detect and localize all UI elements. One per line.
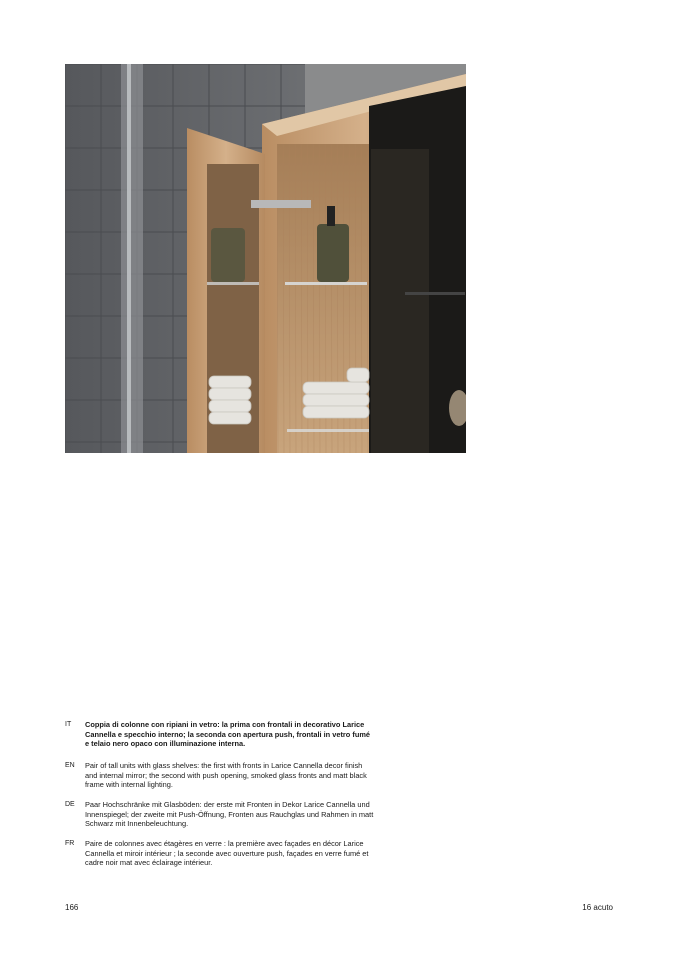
product-photo bbox=[65, 64, 466, 453]
description-it bbox=[65, 720, 375, 749]
language-code: DE bbox=[65, 801, 75, 808]
description-fr bbox=[65, 839, 375, 868]
description-text: Coppia di colonne con ripiani in vetro: la prima con frontali in decorativo Larice Cannella e specchio interno; la seconda con apertura push, frontali in vetro fumé e telaio nero opaco con illuminazione interna. bbox=[85, 720, 371, 749]
description-text: Pair of tall units with glass shelves: the first with fronts in Larice Cannella decor finish and internal mirror; the second with push opening, smoked glass fronts and matt black frame with internal lighting. bbox=[85, 761, 367, 790]
language-code: FR bbox=[65, 840, 75, 847]
page-number: 166 bbox=[65, 903, 79, 912]
collection-name: 16 acuto bbox=[582, 903, 613, 912]
language-code: IT bbox=[65, 721, 72, 728]
description-text: Paar Hochschränke mit Glasböden: der erste mit Fronten in Dekor Larice Cannella und Innenspiegel; der zweite mit Push-Öffnung, Fronten aus Rauchglas und Rahmen in matt Schwarz mit Innenbeleuchtung. bbox=[85, 800, 374, 829]
description-de bbox=[65, 800, 375, 829]
description-text: Paire de colonnes avec étagères en verre : la première avec façades en décor Larice Cannella et miroir intérieur ; la seconde avec ouverture push, façades en verre fumé et cadre noir mat avec éclairage intérieur. bbox=[85, 839, 369, 868]
language-code: EN bbox=[65, 762, 75, 769]
description-en bbox=[65, 761, 375, 790]
